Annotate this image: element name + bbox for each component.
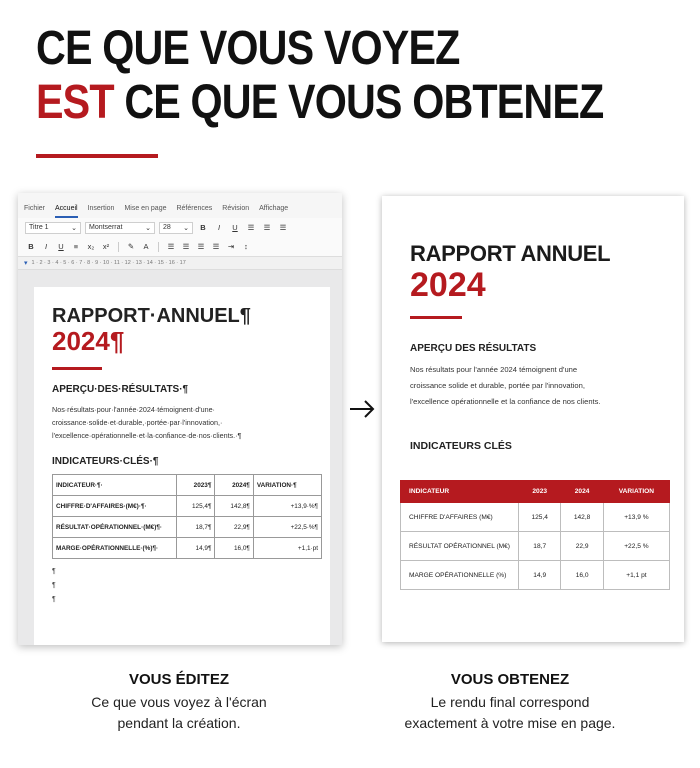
table-cell[interactable]: 16,0¶ (215, 538, 253, 559)
table-header-cell: 2024 (561, 481, 603, 503)
final-paragraph (410, 362, 660, 410)
underline-button[interactable] (229, 222, 241, 234)
subscript-icon[interactable]: x₂ (87, 242, 95, 251)
strikethrough-icon[interactable]: ≡ (73, 242, 79, 251)
word-processor-window (18, 193, 342, 645)
tab-affichage[interactable]: Affichage (259, 205, 289, 212)
table-cell: MARGE OPÉRATIONNELLE (%) (401, 561, 519, 590)
headline-line-2-rest: CE QUE VOUS OBTENEZ (113, 76, 604, 129)
table-row (53, 538, 322, 559)
table-cell: 18,7 (519, 532, 561, 561)
final-title-rule (410, 316, 462, 319)
align-right-icon[interactable]: ☰ (279, 223, 287, 232)
paragraph-line: Nos·résultats·pour·l'année·2024·témoignent·d'une· (52, 405, 215, 414)
table-cell[interactable]: +13,9·%¶ (253, 496, 321, 517)
align-left-icon[interactable]: ☰ (167, 242, 175, 251)
underline-icon: U (232, 223, 238, 232)
table-cell[interactable]: 22,9¶ (215, 517, 253, 538)
table-header-cell: 2023 (519, 481, 561, 503)
table-header-row (53, 475, 322, 496)
final-table (400, 480, 670, 590)
ruler-ticks: 1 · 2 · 3 · 4 · 5 · 6 · 7 · 8 · 9 · 10 · 11 · 12 · 13 · 14 · 15 · 16 · 17 (31, 260, 186, 266)
table-cell[interactable]: +1,1·pt (253, 538, 321, 559)
table-cell: 16,0 (561, 561, 603, 590)
table-cell[interactable]: +22,5·%¶ (253, 517, 321, 538)
table-header-cell[interactable]: VARIATION·¶ (253, 475, 321, 496)
table-row (401, 561, 670, 590)
final-title: RAPPORT ANNUEL (410, 241, 611, 266)
font-select-value: Montserrat (89, 224, 123, 231)
paragraph-line: croissance solide et durable, portée par l'innovation, (410, 381, 585, 390)
document-content (52, 305, 322, 607)
table-cell[interactable]: 142,8¶ (215, 496, 253, 517)
table-cell: 142,8 (561, 503, 603, 532)
headline-accent-word: EST (36, 76, 114, 129)
table-cell[interactable]: 18,7¶ (177, 517, 215, 538)
style-select-value: Titre 1 (29, 224, 49, 231)
empty-paragraphs[interactable] (52, 565, 322, 607)
table-header-cell: VARIATION (603, 481, 669, 503)
paragraph-mark: ¶ (52, 596, 56, 603)
tab-mise-en-page[interactable]: Mise en page (124, 205, 167, 212)
paragraph-mark: ¶ (52, 568, 56, 575)
chevron-down-icon: ⌄ (183, 224, 189, 232)
underline-icon: U (58, 242, 64, 251)
document-year[interactable]: 2024¶ (52, 326, 125, 356)
paragraph-line: croissance·solide·et·durable,·portée·par·l'innovation,· (52, 418, 223, 427)
table-cell: 14,9 (519, 561, 561, 590)
final-section-heading: APERÇU DES RÉSULTATS (410, 343, 537, 354)
table-cell: 22,9 (561, 532, 603, 561)
table-cell[interactable]: MARGE·OPÉRATIONNELLE·(%)¶· (53, 538, 177, 559)
align-left-icon[interactable]: ☰ (247, 223, 255, 232)
chevron-down-icon: ⌄ (145, 224, 151, 232)
document-section-heading[interactable]: APERÇU·DES·RÉSULTATS·¶ (52, 384, 189, 395)
final-content (410, 242, 660, 452)
table-header-cell[interactable]: 2023¶ (177, 475, 215, 496)
chevron-down-icon: ⌄ (71, 224, 77, 232)
tab-insertion[interactable]: Insertion (87, 205, 115, 212)
document-title-rule (52, 367, 102, 370)
table-header-cell[interactable]: 2024¶ (215, 475, 253, 496)
toolbar-fonts (18, 218, 342, 237)
caption-result-line: Le rendu final correspond (430, 694, 590, 710)
paragraph-line: Nos résultats pour l'année 2024 témoignent d'une (410, 365, 578, 374)
toolbar-separator (118, 242, 119, 252)
align-center-icon[interactable]: ☰ (263, 223, 271, 232)
caption-edit-line: Ce que vous voyez à l'écran (91, 694, 267, 710)
paragraph-line: l'excellence·opérationnelle·et·la·confiance·de·nos·clients.·¶ (52, 431, 242, 440)
table-header-row (401, 481, 670, 503)
tab-accueil[interactable]: Accueil (55, 205, 78, 218)
table-row (53, 496, 322, 517)
italic-button-2[interactable] (40, 241, 52, 253)
paragraph-mark: ¶ (52, 582, 56, 589)
tab-fichier[interactable]: Fichier (24, 205, 46, 212)
font-size-value: 28 (163, 224, 171, 231)
table-cell: CHIFFRE D'AFFAIRES (M€) (401, 503, 519, 532)
style-select[interactable] (25, 222, 81, 234)
align-center-icon[interactable]: ☰ (182, 242, 190, 251)
ribbon-tabs (18, 193, 342, 218)
justify-icon[interactable]: ☰ (212, 242, 220, 251)
table-header-cell[interactable]: INDICATEUR·¶· (53, 475, 177, 496)
table-row (53, 517, 322, 538)
table-row (401, 503, 670, 532)
final-table-heading: INDICATEURS CLÉS (410, 440, 512, 452)
arrow-right-icon (348, 397, 376, 421)
final-year: 2024 (410, 266, 486, 304)
table-cell[interactable]: 14,9¶ (177, 538, 215, 559)
highlight-icon[interactable]: ✎ (127, 242, 135, 251)
headline (36, 22, 696, 130)
table-cell: +13,9 % (603, 503, 669, 532)
underline-button-2[interactable] (55, 241, 67, 253)
ruler[interactable] (18, 256, 342, 270)
headline-line-2 (36, 76, 603, 130)
toolbar-format (18, 237, 342, 256)
table-cell: RÉSULTAT OPÉRATIONNEL (M€) (401, 532, 519, 561)
caption-edit-line: pendant la création. (117, 715, 241, 731)
document-table-heading[interactable]: INDICATEURS·CLÉS·¶ (52, 456, 159, 467)
bold-button-2[interactable] (25, 241, 37, 253)
caption-result-line: exactement à votre mise en page. (404, 715, 616, 731)
toolbar-separator (158, 242, 159, 252)
line-spacing-icon[interactable]: ↕ (244, 242, 248, 251)
final-rendered-page (382, 196, 684, 642)
font-color-icon[interactable]: A (143, 242, 149, 251)
indent-marker-icon[interactable]: ▾ (24, 260, 28, 267)
headline-line-1: CE QUE VOUS VOYEZ (36, 22, 460, 75)
document-table[interactable] (52, 474, 322, 559)
table-cell[interactable]: 125,4¶ (177, 496, 215, 517)
table-cell[interactable]: RÉSULTAT·OPÉRATIONNEL·(M€)¶· (53, 517, 177, 538)
table-cell: +1,1 pt (603, 561, 669, 590)
bold-icon: B (200, 223, 206, 232)
bold-button[interactable] (197, 222, 209, 234)
tab-revision[interactable]: Révision (222, 205, 250, 212)
table-cell: +22,5 % (603, 532, 669, 561)
caption-edit-title: VOUS ÉDITEZ (128, 671, 229, 688)
caption-edit (29, 670, 329, 734)
headline-underline (36, 154, 158, 158)
italic-button[interactable] (213, 222, 225, 234)
table-cell: 125,4 (519, 503, 561, 532)
superscript-icon[interactable]: x² (102, 242, 110, 251)
caption-result-title: VOUS OBTENEZ (450, 671, 570, 688)
italic-icon: I (217, 223, 221, 232)
caption-result (360, 670, 660, 734)
indent-icon[interactable]: ⇥ (227, 242, 235, 251)
bold-icon: B (28, 242, 34, 251)
paragraph-line: l'excellence opérationnelle et la confiance de nos clients. (410, 397, 601, 406)
table-row (401, 532, 670, 561)
font-select[interactable] (85, 222, 155, 234)
table-cell[interactable]: CHIFFRE·D'AFFAIRES·(M€)·¶· (53, 496, 177, 517)
font-size-select[interactable] (159, 222, 193, 234)
table-header-cell: INDICATEUR (401, 481, 519, 503)
document-title[interactable]: RAPPORT·ANNUEL¶ (52, 305, 251, 327)
align-right-icon[interactable]: ☰ (197, 242, 205, 251)
document-page[interactable] (34, 287, 330, 645)
italic-icon: I (44, 242, 48, 251)
tab-references[interactable]: Références (176, 205, 213, 212)
document-paragraph[interactable] (52, 403, 322, 442)
